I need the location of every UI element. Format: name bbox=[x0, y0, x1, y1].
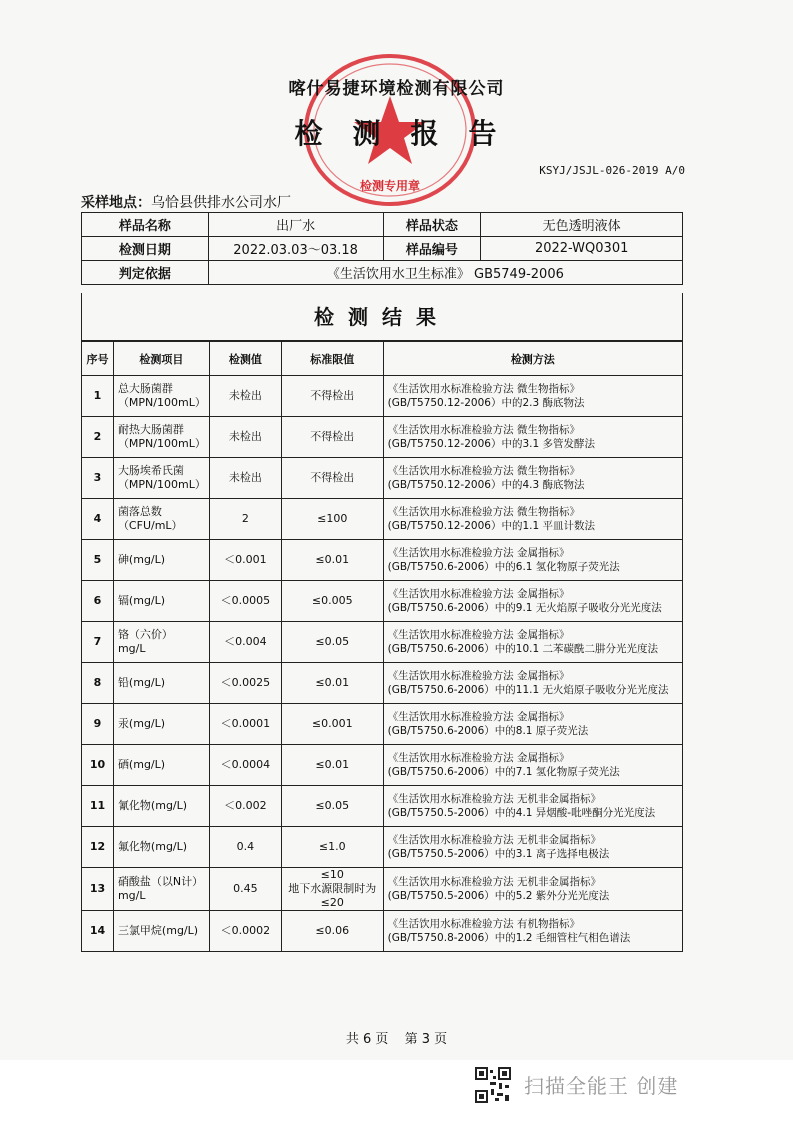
test-item bbox=[113, 417, 209, 458]
test-item bbox=[113, 911, 209, 952]
row-number-text: 9 bbox=[93, 717, 102, 730]
test-value bbox=[209, 786, 281, 827]
standard-limit-text: ≤0.01 bbox=[315, 676, 350, 689]
test-method-text: (GB/T5750.6-2006）中的11.1 无火焰原子吸收分光光度法 bbox=[387, 684, 669, 696]
test-item bbox=[113, 868, 209, 911]
standard-limit bbox=[281, 868, 383, 911]
standard-limit-text: ≤0.01 bbox=[315, 758, 350, 771]
document-code: KSYJ/JSJL-026-2019 A/0 bbox=[539, 164, 685, 177]
col-header-value: 检测值 bbox=[209, 342, 281, 376]
standard-limit-text: 不得检出 bbox=[310, 389, 355, 402]
row-number-text: 6 bbox=[93, 594, 102, 607]
standard-limit-text: ≤100 bbox=[317, 512, 348, 525]
test-item-text: mg/L bbox=[117, 889, 146, 902]
test-value bbox=[209, 704, 281, 745]
standard-limit-text: 不得检出 bbox=[310, 430, 355, 443]
test-item-text: 铅(mg/L) bbox=[117, 676, 166, 689]
sample-no-label: 样品编号 bbox=[383, 237, 481, 261]
test-method-text: (GB/T5750.8-2006）中的1.2 毛细管柱气相色谱法 bbox=[387, 932, 631, 944]
test-value bbox=[209, 911, 281, 952]
standard-limit bbox=[281, 663, 383, 704]
test-method-text: 《生活饮用水标准检验方法 金属指标》 bbox=[387, 629, 570, 641]
title-char: 报 bbox=[410, 117, 441, 150]
table-row bbox=[82, 868, 683, 911]
test-method bbox=[383, 704, 682, 745]
test-value-text: ＜0.0025 bbox=[220, 676, 271, 689]
test-value bbox=[209, 376, 281, 417]
table-row bbox=[82, 745, 683, 786]
test-item-text: （MPN/100mL） bbox=[117, 396, 206, 409]
test-method-text: (GB/T5750.12-2006）中的3.1 多管发酵法 bbox=[387, 438, 595, 450]
standard-limit-text: ≤0.05 bbox=[315, 799, 350, 812]
row-number-text: 12 bbox=[89, 840, 106, 853]
test-item bbox=[113, 458, 209, 499]
test-value-text: ＜0.001 bbox=[224, 553, 267, 566]
row-number bbox=[82, 911, 114, 952]
col-header-item: 检测项目 bbox=[113, 342, 209, 376]
test-item bbox=[113, 376, 209, 417]
test-item-text: 三氯甲烷(mg/L) bbox=[117, 924, 199, 937]
test-value-text: 未检出 bbox=[228, 471, 262, 484]
test-value bbox=[209, 868, 281, 911]
test-item bbox=[113, 704, 209, 745]
test-value-text: 2 bbox=[241, 512, 249, 525]
test-item bbox=[113, 745, 209, 786]
company-name: 喀什易捷环境检测有限公司 bbox=[288, 79, 505, 99]
standard-limit bbox=[281, 745, 383, 786]
test-value-text: ＜0.0005 bbox=[220, 594, 271, 607]
sample-name-value: 出厂水 bbox=[208, 213, 383, 237]
test-value bbox=[209, 540, 281, 581]
test-method-text: 《生活饮用水标准检验方法 无机非金属指标》 bbox=[387, 834, 601, 846]
scanner-watermark: 扫描全能王 创建 bbox=[524, 1074, 679, 1098]
row-number-text: 11 bbox=[89, 799, 106, 812]
row-number bbox=[82, 786, 114, 827]
test-method-text: 《生活饮用水标准检验方法 微生物指标》 bbox=[387, 424, 580, 436]
test-method bbox=[383, 417, 682, 458]
row-number bbox=[82, 663, 114, 704]
test-method-text: 《生活饮用水标准检验方法 微生物指标》 bbox=[387, 465, 580, 477]
page-footer bbox=[0, 1028, 793, 1047]
row-number bbox=[82, 417, 114, 458]
test-method-text: (GB/T5750.6-2006）中的6.1 氢化物原子荧光法 bbox=[387, 561, 620, 573]
qr-code-icon bbox=[475, 1067, 511, 1103]
standard-limit bbox=[281, 827, 383, 868]
test-item bbox=[113, 827, 209, 868]
test-method bbox=[383, 786, 682, 827]
results-title: 检测结果 bbox=[81, 293, 683, 341]
test-item-text: （MPN/100mL） bbox=[117, 437, 206, 450]
row-number-text: 4 bbox=[93, 512, 102, 525]
test-item-text: （CFU/mL） bbox=[117, 519, 183, 532]
row-number bbox=[82, 499, 114, 540]
results-table bbox=[81, 341, 683, 952]
test-value-text: ＜0.0001 bbox=[220, 717, 271, 730]
report-title bbox=[0, 112, 793, 152]
test-item-text: （MPN/100mL） bbox=[117, 478, 206, 491]
test-value-text: ＜0.004 bbox=[224, 635, 267, 648]
sample-state-value: 无色透明液体 bbox=[481, 213, 683, 237]
sampling-label: 采样地点： bbox=[81, 195, 151, 211]
test-item-text: 氟化物(mg/L) bbox=[117, 840, 188, 853]
test-value bbox=[209, 581, 281, 622]
test-item bbox=[113, 663, 209, 704]
basis-value: 《生活饮用水卫生标准》 GB5749-2006 bbox=[208, 261, 682, 285]
standard-limit bbox=[281, 704, 383, 745]
row-number bbox=[82, 458, 114, 499]
test-method-text: 《生活饮用水标准检验方法 金属指标》 bbox=[387, 547, 570, 559]
title-char: 检 bbox=[294, 117, 325, 150]
table-row bbox=[82, 827, 683, 868]
test-method-text: (GB/T5750.5-2006）中的5.2 紫外分光光度法 bbox=[387, 890, 610, 902]
row-number bbox=[82, 581, 114, 622]
table-row bbox=[82, 622, 683, 663]
test-value-text: ＜0.0004 bbox=[220, 758, 271, 771]
current-page: 第 3 页 bbox=[404, 1032, 448, 1047]
test-value-text: 未检出 bbox=[228, 389, 262, 402]
test-method-text: 《生活饮用水标准检验方法 金属指标》 bbox=[387, 588, 570, 600]
table-row bbox=[82, 540, 683, 581]
row-number bbox=[82, 868, 114, 911]
test-item bbox=[113, 786, 209, 827]
test-method-text: 《生活饮用水标准检验方法 微生物指标》 bbox=[387, 383, 580, 395]
standard-limit-text: ≤0.005 bbox=[311, 594, 353, 607]
standard-limit-text: 地下水源限制时为≤20 bbox=[288, 882, 377, 909]
test-method bbox=[383, 827, 682, 868]
test-method-text: (GB/T5750.6-2006）中的9.1 无火焰原子吸收分光光度法 bbox=[387, 602, 662, 614]
test-method-text: (GB/T5750.12-2006）中的1.1 平皿计数法 bbox=[387, 520, 595, 532]
test-date-value: 2022.03.03～03.18 bbox=[208, 237, 383, 261]
total-pages: 共 6 页 bbox=[345, 1032, 389, 1047]
test-item-text: 硒(mg/L) bbox=[117, 758, 166, 771]
test-method-text: 《生活饮用水标准检验方法 微生物指标》 bbox=[387, 506, 580, 518]
test-value-text: 0.4 bbox=[236, 840, 255, 853]
table-row bbox=[82, 704, 683, 745]
row-number bbox=[82, 540, 114, 581]
row-number-text: 10 bbox=[89, 758, 106, 771]
row-number-text: 5 bbox=[93, 553, 102, 566]
test-value-text: ＜0.002 bbox=[224, 799, 267, 812]
sample-no-value: 2022-WQ0301 bbox=[481, 237, 683, 261]
col-header-no: 序号 bbox=[82, 342, 114, 376]
test-value bbox=[209, 745, 281, 786]
standard-limit bbox=[281, 622, 383, 663]
standard-limit bbox=[281, 417, 383, 458]
test-method-text: (GB/T5750.6-2006）中的8.1 原子荧光法 bbox=[387, 725, 589, 737]
test-method bbox=[383, 581, 682, 622]
row-number bbox=[82, 827, 114, 868]
sampling-value: 乌恰县供排水公司水厂 bbox=[151, 195, 291, 211]
row-number-text: 14 bbox=[89, 924, 106, 937]
test-value bbox=[209, 417, 281, 458]
sample-name-label: 样品名称 bbox=[82, 213, 209, 237]
test-method bbox=[383, 663, 682, 704]
test-item-text: 硝酸盐（以N计） bbox=[117, 875, 204, 888]
standard-limit bbox=[281, 376, 383, 417]
test-value bbox=[209, 663, 281, 704]
standard-limit-text: ≤0.05 bbox=[315, 635, 350, 648]
test-method-text: 《生活饮用水标准检验方法 无机非金属指标》 bbox=[387, 876, 601, 888]
sample-state-label: 样品状态 bbox=[383, 213, 481, 237]
test-item-text: 砷(mg/L) bbox=[117, 553, 166, 566]
test-method-text: 《生活饮用水标准检验方法 无机非金属指标》 bbox=[387, 793, 601, 805]
test-method-text: (GB/T5750.12-2006）中的2.3 酶底物法 bbox=[387, 397, 585, 409]
sampling-location bbox=[81, 192, 291, 212]
standard-limit-text: ≤0.06 bbox=[315, 924, 350, 937]
row-number bbox=[82, 704, 114, 745]
test-item-text: 总大肠菌群 bbox=[117, 382, 173, 395]
test-item-text: mg/L bbox=[117, 642, 146, 655]
test-item-text: 汞(mg/L) bbox=[117, 717, 166, 730]
row-number-text: 2 bbox=[93, 430, 102, 443]
test-method bbox=[383, 376, 682, 417]
test-value-text: 未检出 bbox=[228, 430, 262, 443]
results-rows bbox=[82, 376, 683, 952]
title-char: 测 bbox=[352, 117, 383, 150]
row-number bbox=[82, 376, 114, 417]
test-item bbox=[113, 581, 209, 622]
test-item bbox=[113, 540, 209, 581]
standard-limit-text: 不得检出 bbox=[310, 471, 355, 484]
test-method-text: (GB/T5750.12-2006）中的4.3 酶底物法 bbox=[387, 479, 585, 491]
standard-limit bbox=[281, 581, 383, 622]
test-method-text: (GB/T5750.6-2006）中的7.1 氢化物原子荧光法 bbox=[387, 766, 620, 778]
table-row bbox=[82, 376, 683, 417]
test-method bbox=[383, 622, 682, 663]
row-number-text: 1 bbox=[93, 389, 102, 402]
test-method-text: 《生活饮用水标准检验方法 金属指标》 bbox=[387, 670, 570, 682]
test-value-text: ＜0.0002 bbox=[220, 924, 271, 937]
test-method bbox=[383, 868, 682, 911]
standard-limit bbox=[281, 540, 383, 581]
test-item-text: 铬（六价） bbox=[117, 628, 173, 641]
test-method-text: (GB/T5750.5-2006）中的4.1 异烟酸-吡唑酮分光光度法 bbox=[387, 807, 656, 819]
row-number bbox=[82, 622, 114, 663]
col-header-limit: 标准限值 bbox=[281, 342, 383, 376]
table-row bbox=[82, 417, 683, 458]
test-item-text: 大肠埃希氏菌 bbox=[117, 464, 184, 477]
standard-limit bbox=[281, 911, 383, 952]
table-row bbox=[82, 458, 683, 499]
test-date-label: 检测日期 bbox=[82, 237, 209, 261]
standard-limit bbox=[281, 458, 383, 499]
table-row bbox=[82, 499, 683, 540]
test-method bbox=[383, 745, 682, 786]
row-number-text: 3 bbox=[93, 471, 102, 484]
seal-text: 检测专用章 bbox=[359, 179, 421, 193]
table-row bbox=[82, 581, 683, 622]
table-row bbox=[82, 911, 683, 952]
row-number-text: 8 bbox=[93, 676, 102, 689]
table-row bbox=[82, 786, 683, 827]
table-row bbox=[82, 663, 683, 704]
standard-limit-text: ≤0.001 bbox=[311, 717, 353, 730]
test-method-text: 《生活饮用水标准检验方法 金属指标》 bbox=[387, 711, 570, 723]
standard-limit-text: ≤0.01 bbox=[315, 553, 350, 566]
col-header-method: 检测方法 bbox=[383, 342, 682, 376]
basis-label: 判定依据 bbox=[82, 261, 209, 285]
test-value bbox=[209, 499, 281, 540]
test-value-text: 0.45 bbox=[233, 882, 258, 895]
row-number bbox=[82, 745, 114, 786]
row-number-text: 13 bbox=[89, 882, 106, 895]
test-method bbox=[383, 911, 682, 952]
test-method-text: 《生活饮用水标准检验方法 金属指标》 bbox=[387, 752, 570, 764]
test-method-text: 《生活饮用水标准检验方法 有机物指标》 bbox=[387, 918, 580, 930]
sample-info-table bbox=[81, 212, 683, 285]
test-item bbox=[113, 499, 209, 540]
test-method bbox=[383, 458, 682, 499]
row-number-text: 7 bbox=[93, 635, 102, 648]
test-value bbox=[209, 622, 281, 663]
test-item-text: 耐热大肠菌群 bbox=[117, 423, 184, 436]
test-method-text: (GB/T5750.6-2006）中的10.1 二苯碳酰二肼分光光度法 bbox=[387, 643, 658, 655]
standard-limit bbox=[281, 786, 383, 827]
standard-limit-text: ≤1.0 bbox=[318, 840, 346, 853]
standard-limit bbox=[281, 499, 383, 540]
test-method-text: (GB/T5750.5-2006）中的3.1 离子选择电极法 bbox=[387, 848, 610, 860]
title-char: 告 bbox=[468, 117, 499, 150]
standard-limit-text: ≤10 bbox=[320, 868, 344, 881]
test-value bbox=[209, 827, 281, 868]
test-item-text: 菌落总数 bbox=[117, 505, 162, 518]
test-item-text: 镉(mg/L) bbox=[117, 594, 166, 607]
test-method bbox=[383, 540, 682, 581]
test-value bbox=[209, 458, 281, 499]
test-method bbox=[383, 499, 682, 540]
test-item bbox=[113, 622, 209, 663]
test-item-text: 氰化物(mg/L) bbox=[117, 799, 188, 812]
